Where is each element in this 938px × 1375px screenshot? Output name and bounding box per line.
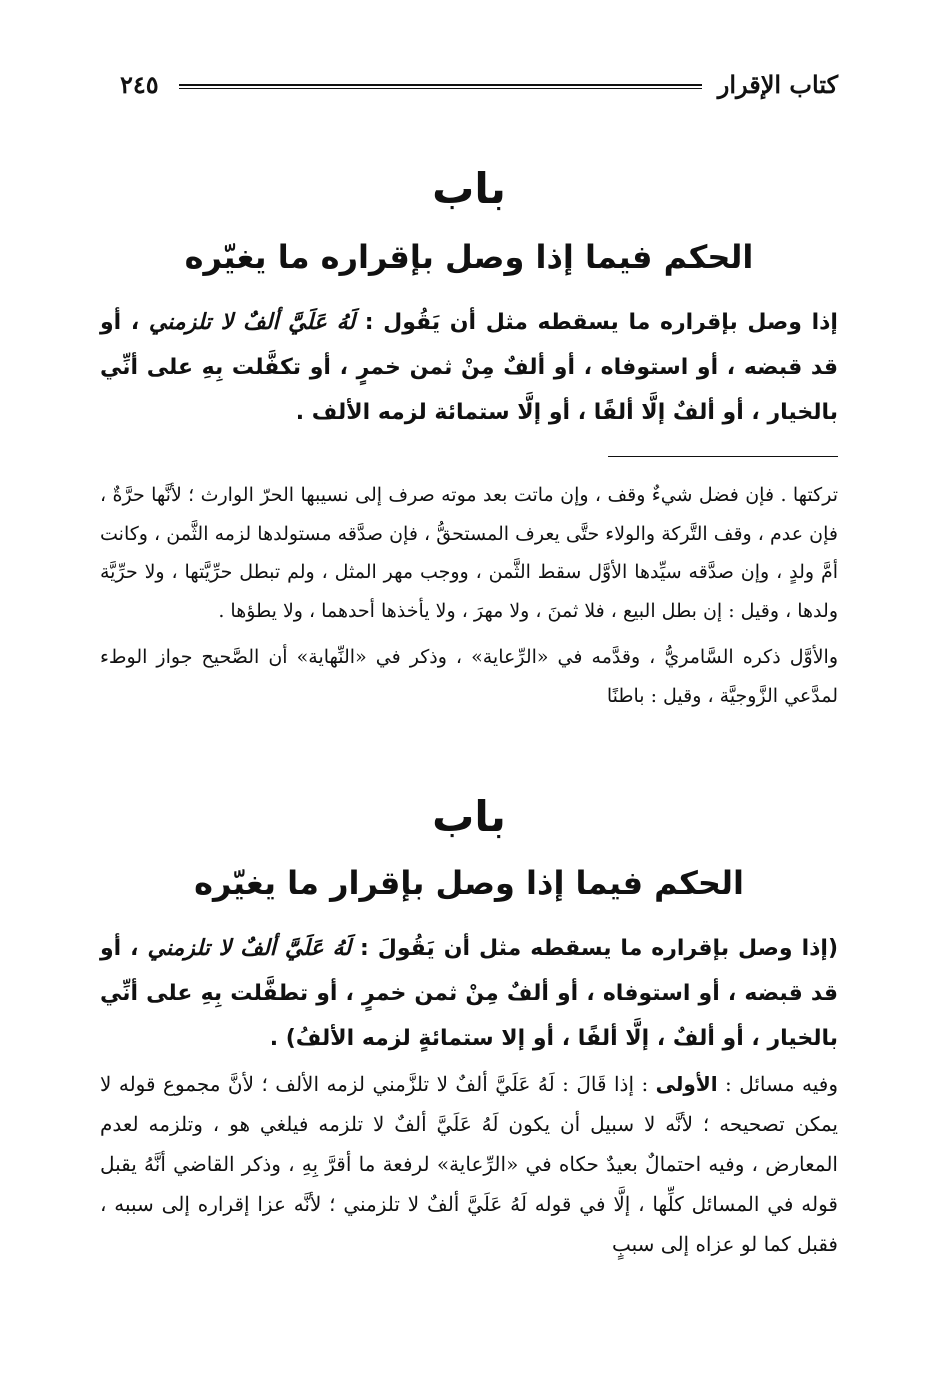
commentary-paragraph bbox=[100, 1064, 838, 1264]
commentary-prefix: وفيه مسائل : bbox=[717, 1072, 838, 1096]
header-rule bbox=[179, 84, 702, 89]
book-title: كتاب الإقرار bbox=[717, 69, 838, 99]
commentary-bold: الأولى bbox=[655, 1072, 718, 1096]
chapter-subheading: الحكم فيما إذا وصل بإقراره ما يغيّره bbox=[184, 238, 754, 276]
section2-subheading-block bbox=[100, 864, 838, 902]
section1-heading-block bbox=[100, 164, 838, 213]
section2-matn bbox=[100, 926, 838, 1061]
section2-commentary bbox=[100, 1064, 838, 1264]
matn-intro: إذا وصل بإقراره ما يسقطه مثل أن يَقُول : bbox=[355, 310, 838, 335]
chapter-subheading: الحكم فيما إذا وصل بإقرار ما يغيّره bbox=[194, 864, 744, 902]
page-number: ٢٤٥ bbox=[120, 69, 159, 99]
matn-quote: لَهُ عَلَيَّ ألفٌ لا تلزمني bbox=[147, 936, 352, 961]
footnote-paragraph: تركتها . فإن فضل شيءٌ وقف ، وإن ماتت بعد موته صرف إلى نسيبها الحرّ الوارث ؛ لأنَّها حرَّةٌ ، فإن عدم ، وقف التَّركة والولاء حتَّى يعرف المستحقُّ ، فإن صدَّقه مستولدها لزمه الثَّمن ، وكانت أمَّ ولدٍ ، وإن صدَّقه سيِّدها الأوَّل سقط الثَّمن ، ووجب مهر المثل ، ولم تبطل حرِّيَّتها ، ولا حرِّيَّة ولدها ، وقيل : إن بطل البيع ، فلا ثمنَ ، ولا مهرَ ، ولا يأخذها أحدهما ، ولا يطؤها . bbox=[100, 484, 838, 622]
chapter-heading: باب bbox=[432, 164, 506, 213]
section1-matn bbox=[100, 300, 838, 435]
matn-paragraph bbox=[100, 926, 838, 1061]
chapter-heading: باب bbox=[432, 792, 506, 841]
matn-rest: ، أو قد قبضه ، أو استوفاه ، أو ألفٌ مِنْ ثمن خمرٍ ، أو تطفَّلت بِهِ على أنِّي بالخيار ، أو ألفٌ ، إلَّا ألفًا ، أو إلا ستمائةٍ لزمه الألفُ) . bbox=[100, 936, 838, 1051]
matn-quote: لَهُ عَلَيَّ ألفٌ لا تلزمني bbox=[148, 310, 356, 335]
footnote-separator bbox=[608, 456, 838, 457]
section1-subheading-block bbox=[100, 238, 838, 276]
commentary-text: : إذا قَالَ : لَهُ عَلَيَّ ألفٌ لا تلزَّمني لزمه الألف ؛ لأنَّ مجموع قوله لا يمكن تصحيحه ؛ لأنَّه لا سبيل أن يكون لَهُ عَلَيَّ ألفٌ لا تلزمه فيلغي هو ، وتلزمه لعدم المعارض ، وفيه احتمالٌ بعيدٌ حكاه في «الرِّعاية» لرفعة ما أقرَّ بِهِ ، وذكر القاضي أنَّهُ يقبل قوله في المسائل كلِّها ، إلَّا في قوله لَهُ عَلَيَّ ألفٌ لا تلزمني ؛ لأنَّه عزا إقراره إلى سببه ، فقبل كما لو عزاه إلى سببٍ bbox=[100, 1072, 838, 1256]
matn-rest: ، أو قد قبضه ، أو استوفاه ، أو ألفٌ مِنْ ثمن خمرٍ ، أو تكفَّلت بِهِ على أنِّي بالخيار ، أو ألفٌ إلَّا ألفًا ، أو إلَّا ستمائة لزمه الألف . bbox=[100, 310, 838, 425]
matn-paragraph bbox=[100, 300, 838, 435]
footnotes bbox=[100, 476, 838, 715]
section2-heading-block bbox=[100, 792, 838, 841]
footnote-paragraph: والأوَّل ذكره السَّامريُّ ، وقدَّمه في «الرِّعاية» ، وذكر في «النِّهاية» أن الصَّحيح جواز الوطء لمدَّعي الزَّوجيَّة ، وقيل : باطنًا bbox=[100, 646, 838, 707]
matn-intro: (إذا وصل بإقراره ما يسقطه مثل أن يَقُولَ : bbox=[351, 936, 839, 961]
running-header bbox=[120, 62, 838, 106]
